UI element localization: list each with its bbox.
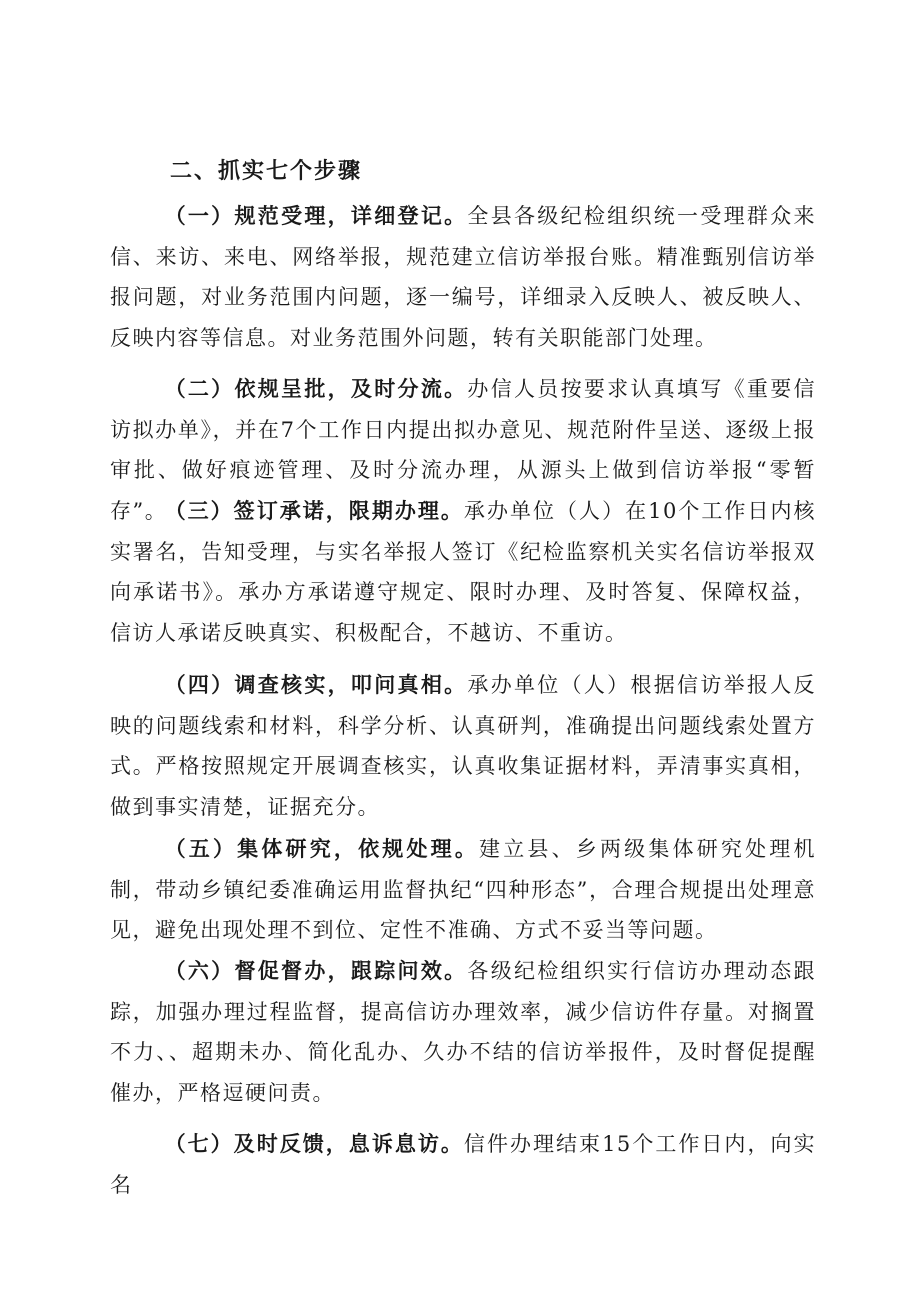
step-4-title: （四）调查核实，叩问真相。 bbox=[164, 672, 468, 697]
step-1-title: （一）规范受理，详细登记。 bbox=[164, 203, 468, 228]
paragraph-step-1 bbox=[110, 196, 816, 359]
paragraph-step-7 bbox=[110, 1124, 816, 1205]
step-6-title: （六）督促督办，跟踪问效。 bbox=[164, 958, 468, 983]
step-4-text: 承办单位（人）根据信访举报人反映的问题线索和材料，科学分析、认真研判，准确提出问题线索处置方式。严格按照规定开展调查核实，认真收集证据材料，弄清事实真相，做到事实清楚，证据充分。 bbox=[110, 673, 817, 820]
step-7-title: （七）及时反馈，息诉息访。 bbox=[164, 1131, 464, 1156]
paragraph-step-4 bbox=[110, 665, 816, 828]
step-2-title: （二）依规呈批，及时分流。 bbox=[164, 376, 468, 401]
paragraph-step-3 bbox=[110, 491, 816, 654]
step-3-text: 承办单位（人）在10个工作日内核实署名，告知受理，与实名举报人签订《纪检监察机关实名信访举报双向承诺书》。承办方承诺遵守规定、限时办理、及时答复、保障权益，信访人承诺反映真实、积极配合，不越访、不重访。 bbox=[110, 499, 816, 646]
step-1-text: 全县各级纪检组织统一受理群众来信、来访、来电、网络举报，规范建立信访举报台账。精准甄别信访举报问题，对业务范围内问题，逐一编号，详细录入反映人、被反映人、反映内容等信息。对业务范围外问题，转有关职能部门处理。 bbox=[110, 204, 817, 351]
step-5-title: （五）集体研究，依规处理。 bbox=[164, 836, 480, 861]
step-7-text: 信件办理结束15个工作日内，向实名 bbox=[110, 1132, 816, 1197]
step-2-text: 办信人员按要求认真填写《重要信访拟办单》，并在7个工作日内提出拟办意见、规范附件呈送、逐级上报审批、做好痕迹管理、及时分流办理，从源头上做到信访举报“零暂存”。 bbox=[110, 377, 817, 524]
paragraph-step-5 bbox=[110, 829, 816, 951]
step-5-text: 建立县、乡两级集体研究处理机制，带动乡镇纪委准确运用监督执纪“四种形态”，合理合规提出处理意见，避免出现处理不到位、定性不准确、方式不妥当等问题。 bbox=[110, 837, 816, 943]
step-6-text: 各级纪检组织实行信访办理动态跟踪，加强办理过程监督，提高信访办理效率，减少信访件存量。对搁置不力、、超期未办、简化乱办、久办不结的信访举报件，及时督促提醒催办，严格逗硬问责。 bbox=[110, 959, 817, 1106]
section-heading: 二、抓实七个步骤 bbox=[170, 158, 363, 184]
paragraph-step-6 bbox=[110, 951, 816, 1114]
step-3-title: （三）签订承诺，限期办理。 bbox=[164, 498, 464, 523]
